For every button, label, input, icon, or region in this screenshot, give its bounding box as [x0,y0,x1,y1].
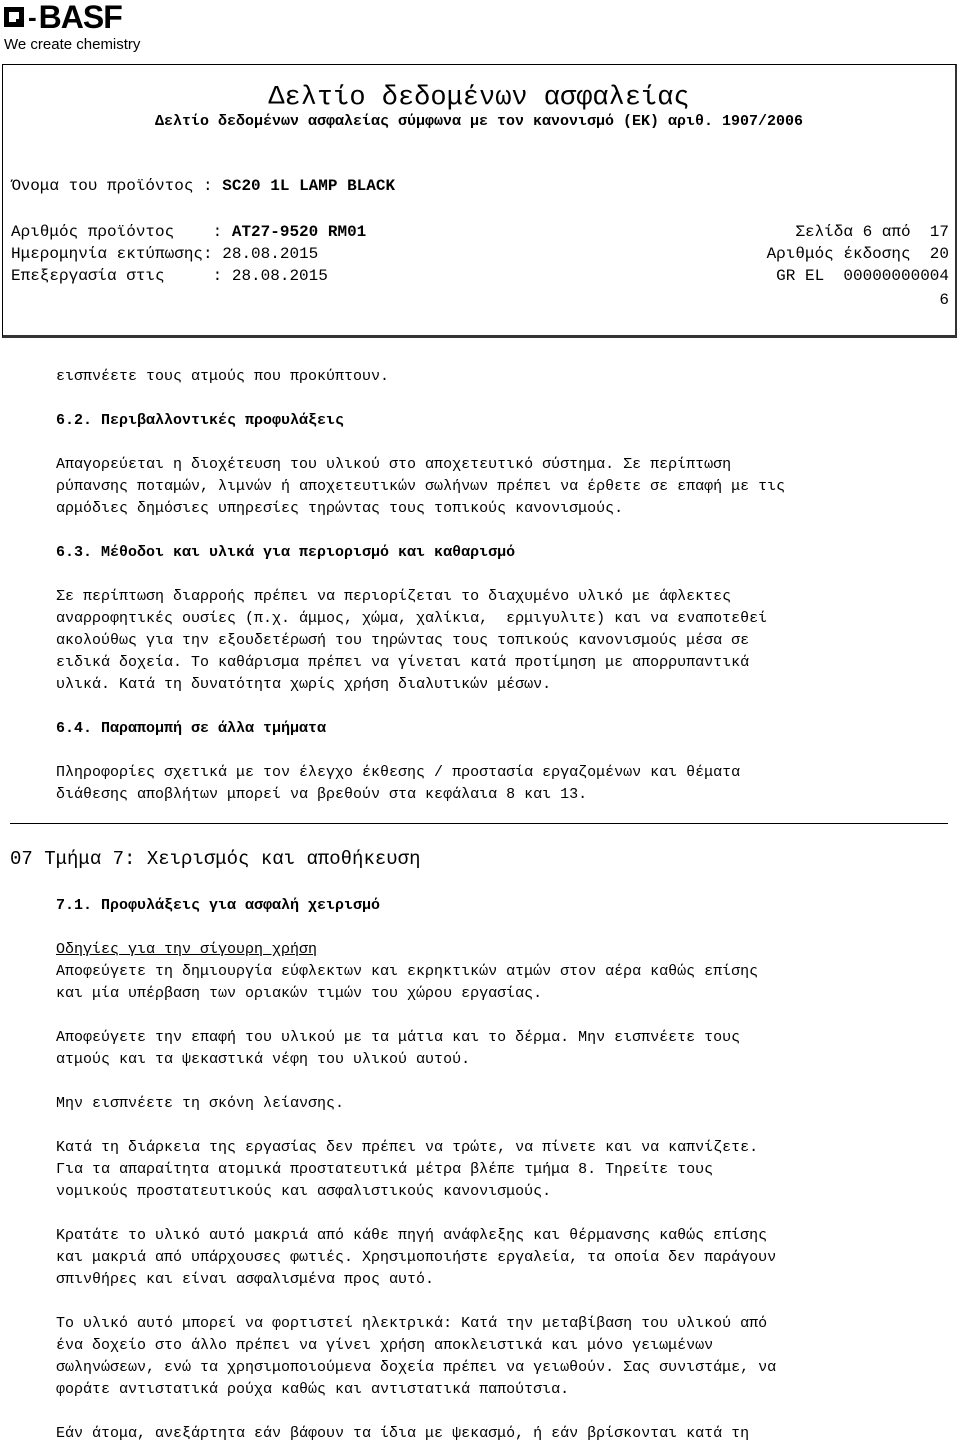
paragraph-e: Κρατάτε το υλικό αυτό μακριά από κάθε πηγή ανάφλεξης και θέρμανσης καθώς επίσης και μακριά από υπάρχουσες φωτιές. Χρησιμοποιήστε εργαλεία, τα οποία δεν παράγουν σπινθήρες και είναι ασφαλισμένα προς αυτό. [56,1227,777,1288]
revision-date-row: Επεξεργασία στις : 28.08.2015 [11,267,328,285]
tagline: We create chemistry [4,36,141,53]
paragraph-6-2: Απαγορεύεται η διοχέτευση του υλικού στο αποχετευτικό σύστημα. Σε περίπτωση ρύπανσης ποταμών, λιμνών ή αποχετευτικών σωλήνων πρέπει να έρθετε σε επαφή με τις αρμόδιες δημόσιες υπηρεσίες τηρώντας τους τοπικούς κανονισμούς. [56,456,786,517]
heading-6-4: 6.4. Παραπομπή σε άλλα τμήματα [56,720,327,737]
document-title: Δελτίο δεδομένων ασφαλείας [268,83,690,113]
revision-date: 28.08.2015 [231,267,328,285]
heading-7-1: 7.1. Προφυλάξεις για ασφαλή χειρισμό [56,897,381,914]
print-date: 28.08.2015 [222,245,319,263]
document-subtitle: Δελτίο δεδομένων ασφαλείας σύμφωνα με τον κανονισμό (ΕΚ) αριθ. 1907/2006 [154,113,804,130]
paragraph-b: Αποφεύγετε την επαφή του υλικού με τα μάτια και το δέρμα. Μην εισπνέετε τους ατμούς και τα ψεκαστικά νέφη του υλικού αυτού. [56,1029,741,1068]
paragraph-6-3: Σε περίπτωση διαρροής πρέπει να περιορίζεται το διαχυμένο υλικό με άφλεκτες αναρροφητικές ουσίες (π.χ. άμμος, χώμα, χαλίκια, ερμιγυλιτε) και να εναποτεθεί ακολούθως για την εξουδετέρωσή του τηρώντας τους τοπικούς κανονισμούς μέσα σε ειδικά δοχεία. Το καθάρισμα πρέπει να γίνεται κατά προτίμηση με απορρυπαντικά υλικά. Κατά τη δυνατότητα χωρίς χρήση διαλυτικών μέσων. [56,588,768,693]
paragraph-c: Μην εισπνέετε τη σκόνη λείανσης. [56,1095,345,1112]
section-7-title: 07 Τμήμα 7: Χειρισμός και αποθήκευση [10,848,421,870]
product-number: AT27-9520 RM01 [231,223,367,241]
version-info: Αριθμός έκδοσης 20 [766,245,949,263]
product-name-row: Όνομα του προϊόντος : SC20 1L LAMP BLACK [11,177,396,195]
section-divider [10,823,948,824]
paragraph-6-4: Πληροφορίες σχετικά με τον έλεγχο έκθεσης / προστασία εργαζομένων και θέματα διάθεσης αποβλήτων μπορεί να βρεθούν στα κεφάλαια 8 και 13. [56,764,741,803]
logo-text: BASF [38,0,122,35]
paragraph-f: Το υλικό αυτό μπορεί να φορτιστεί ηλεκτρικά: Κατά την μεταβίβαση του υλικού από ένα δοχείο στο άλλο πρέπει να γίνει χρήση αποκλειστικά και μόνο γειωμένων σωληνώσεων, ενώ τα χρησιμοποιούμενα δοχεία πρέπει να γειωθούν. Σας συνιστάμε, να φοράτε αντιστατικά ρούχα καθώς και αντιστατικά παπούτσια. [56,1315,777,1398]
basf-square-icon [4,7,24,27]
document-code-suffix: 6 [939,291,949,309]
section-6-content [56,366,952,828]
page-info: Σελίδα 6 από 17 [795,223,949,241]
print-date-row: Ημερομηνία εκτύπωσης: 28.08.2015 [11,245,319,263]
intro-line: εισπνέετε τους ατμούς που προκύπτουν. [56,368,390,385]
basf-logo: - BASF We create chemistry [4,0,141,53]
section-7-content [56,895,952,1445]
document-header [2,64,957,338]
paragraph-d: Κατά τη διάρκεια της εργασίας δεν πρέπει να τρώτε, να πίνετε και να καπνίζετε. Για τα απαραίτητα ατομικά προστατευτικά μέτρα βλέπε τμήμα 8. Τηρείτε τους νομικούς προστατευτικούς και ασφαλιστικούς κανονισμούς. [56,1139,759,1200]
safe-use-heading: Οδηγίες για την σίγουρη χρήση [56,941,318,958]
paragraph-g: Εάν άτομα, ανεξάρτητα εάν βάφουν τα ίδια με ψεκασμό, ή εάν βρίσκονται κατά τη [56,1425,750,1442]
heading-6-2: 6.2. Περιβαλλοντικές προφυλάξεις [56,412,345,429]
product-number-row: Αριθμός προϊόντος : AT27-9520 RM01 [11,223,367,241]
heading-6-3: 6.3. Μέθοδοι και υλικά για περιορισμό και καθαρισμό [56,544,516,561]
paragraph-a: Αποφεύγετε τη δημιουργία εύφλεκτων και εκρηκτικών ατμών στον αέρα καθώς επίσης και μία υπέρβαση των οριακών τιμών του χώρου εργασίας. [56,963,759,1002]
document-code: GR EL 00000000004 [776,267,949,285]
product-name: SC20 1L LAMP BLACK [222,177,396,195]
